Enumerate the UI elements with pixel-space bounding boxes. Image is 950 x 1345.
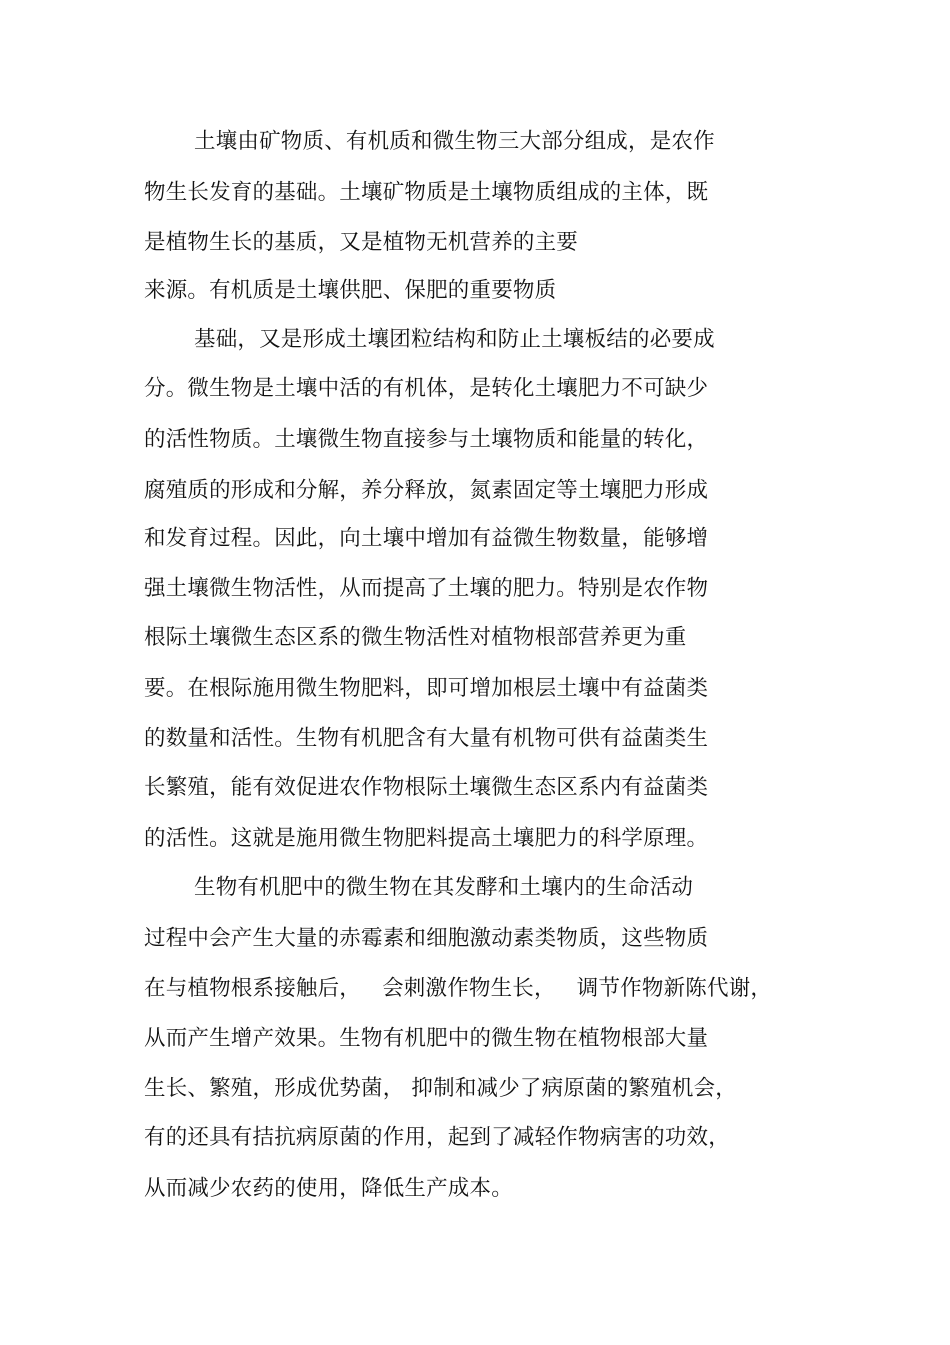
paragraph-3-line-6: 有的还具有拮抗病原菌的作用，起到了减轻作物病害的功效，: [144, 1125, 730, 1150]
paragraph-2-line-4: 腐殖质的形成和分解，养分释放，氮素固定等土壤肥力形成: [144, 478, 709, 503]
paragraph-1-line-4: 来源。有机质是土壤供肥、保肥的重要物质: [144, 278, 557, 303]
paragraph-3-line-3: 在与植物根系接触后， 会刺激作物生长， 调节作物新陈代谢，: [144, 976, 773, 1001]
paragraph-3-line-5: 生长、繁殖，形成优势菌， 抑制和减少了病原菌的繁殖机会，: [144, 1076, 737, 1101]
paragraph-2-line-3: 的活性物质。土壤微生物直接参与土壤物质和能量的转化，: [144, 427, 709, 452]
paragraph-3-line-1: 生物有机肥中的微生物在其发酵和土壤内的生命活动: [194, 875, 694, 900]
paragraph-2-line-7: 根际土壤微生态区系的微生物活性对植物根部营养更为重: [144, 625, 687, 650]
paragraph-2-line-5: 和发育过程。因此，向土壤中增加有益微生物数量，能够增: [144, 526, 709, 551]
paragraph-2-line-1: 基础，又是形成土壤团粒结构和防止土壤板结的必要成: [194, 327, 715, 352]
paragraph-2-line-10: 长繁殖，能有效促进农作物根际土壤微生态区系内有益菌类: [144, 775, 709, 800]
paragraph-2-line-8: 要。在根际施用微生物肥料，即可增加根层土壤中有益菌类: [144, 676, 709, 701]
paragraph-2-line-11: 的活性。这就是施用微生物肥料提高土壤肥力的科学原理。: [144, 826, 709, 851]
paragraph-1-line-2: 物生长发育的基础。土壤矿物质是土壤物质组成的主体，既: [144, 180, 709, 205]
paragraph-2-line-2: 分。微生物是土壤中活的有机体，是转化土壤肥力不可缺少: [144, 376, 709, 401]
paragraph-1-line-3: 是植物生长的基质，又是植物无机营养的主要: [144, 230, 579, 255]
paragraph-2-line-9: 的数量和活性。生物有机肥含有大量有机物可供有益菌类生: [144, 726, 709, 751]
paragraph-1-line-1: 土壤由矿物质、有机质和微生物三大部分组成，是农作: [194, 129, 715, 154]
paragraph-3-line-2: 过程中会产生大量的赤霉素和细胞激动素类物质，这些物质: [144, 926, 709, 951]
paragraph-3-line-4: 从而产生增产效果。生物有机肥中的微生物在植物根部大量: [144, 1026, 709, 1051]
paragraph-2-line-6: 强土壤微生物活性，从而提高了土壤的肥力。特别是农作物: [144, 576, 709, 601]
paragraph-3-line-7: 从而减少农药的使用，降低生产成本。: [144, 1176, 513, 1201]
